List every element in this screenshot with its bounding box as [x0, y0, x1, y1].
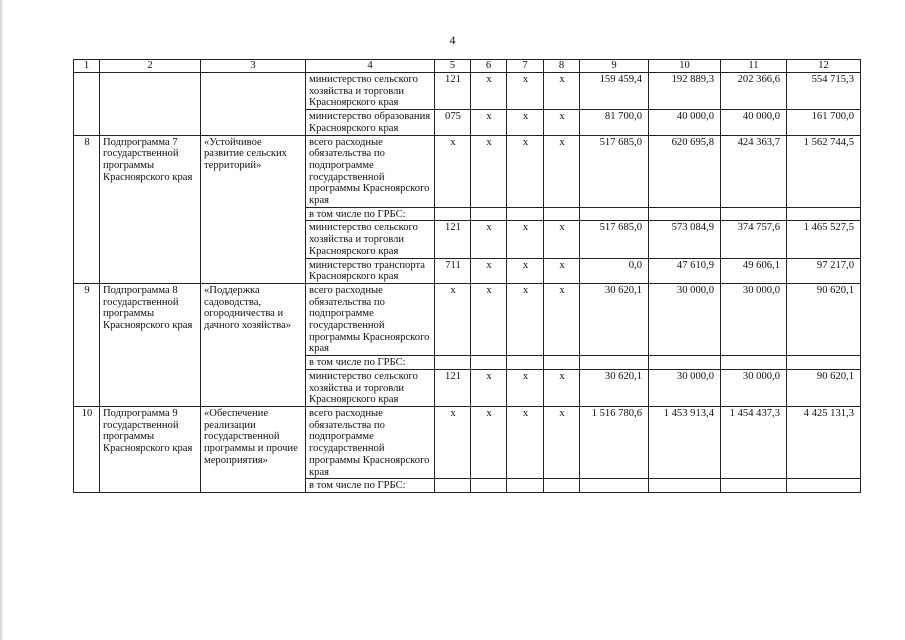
table-row: [74, 406, 861, 478]
grbs-code-cell: 121: [435, 369, 471, 406]
scan-edge: [0, 0, 3, 640]
code-cell: х: [544, 221, 580, 258]
amount-cell: 1 562 744,5: [787, 135, 861, 207]
amount-cell: 159 459,4: [580, 73, 649, 110]
code-cell: х: [471, 283, 507, 355]
amount-cell: 47 610,9: [649, 258, 721, 283]
code-cell: [471, 479, 507, 493]
code-cell: х: [544, 73, 580, 110]
code-cell: [471, 207, 507, 221]
amount-cell: 40 000,0: [721, 110, 787, 135]
column-number-row: [74, 60, 861, 73]
column-header: 9: [580, 60, 649, 73]
amount-cell: 1 454 437,3: [721, 406, 787, 478]
code-cell: х: [471, 221, 507, 258]
code-cell: [544, 207, 580, 221]
grbs-cell: в том числе по ГРБС:: [306, 207, 435, 221]
amount-cell: [787, 479, 861, 493]
amount-cell: 81 700,0: [580, 110, 649, 135]
code-cell: [544, 356, 580, 370]
table-row: [74, 135, 861, 207]
amount-cell: 30 000,0: [721, 369, 787, 406]
grbs-code-cell: [435, 207, 471, 221]
code-cell: [507, 356, 544, 370]
grbs-code-cell: 121: [435, 73, 471, 110]
table-row: [74, 73, 861, 110]
amount-cell: 161 700,0: [787, 110, 861, 135]
row-number-cell: 8: [74, 135, 100, 283]
amount-cell: 554 715,3: [787, 73, 861, 110]
column-header: 2: [100, 60, 201, 73]
program-name-cell: «Обеспечение реализации государственной программы и прочие мероприятия»: [201, 406, 306, 492]
program-name-cell: [201, 73, 306, 136]
grbs-cell: министерство сельского хозяйства и торговли Красноярского края: [306, 73, 435, 110]
amount-cell: 1 516 780,6: [580, 406, 649, 478]
amount-cell: 30 620,1: [580, 283, 649, 355]
amount-cell: 573 084,9: [649, 221, 721, 258]
amount-cell: 202 366,6: [721, 73, 787, 110]
amount-cell: 30 620,1: [580, 369, 649, 406]
amount-cell: 97 217,0: [787, 258, 861, 283]
code-cell: [471, 356, 507, 370]
amount-cell: 4 425 131,3: [787, 406, 861, 478]
code-cell: х: [507, 369, 544, 406]
amount-cell: 30 000,0: [649, 283, 721, 355]
status-cell: Подпрограмма 7 государственной программы Красноярского края: [100, 135, 201, 283]
grbs-cell: министерство сельского хозяйства и торговли Красноярского края: [306, 221, 435, 258]
grbs-cell: в том числе по ГРБС:: [306, 479, 435, 493]
page-number: 4: [449, 33, 456, 47]
code-cell: х: [544, 283, 580, 355]
code-cell: х: [471, 135, 507, 207]
row-number-cell: 9: [74, 283, 100, 406]
amount-cell: [649, 356, 721, 370]
grbs-cell: в том числе по ГРБС:: [306, 356, 435, 370]
amount-cell: 192 889,3: [649, 73, 721, 110]
grbs-cell: министерство транспорта Красноярского края: [306, 258, 435, 283]
code-cell: х: [507, 110, 544, 135]
grbs-cell: всего расходные обязательства по подпрограмме государственной программы Красноярского края: [306, 135, 435, 207]
code-cell: х: [471, 258, 507, 283]
amount-cell: [580, 207, 649, 221]
grbs-code-cell: х: [435, 283, 471, 355]
code-cell: х: [544, 406, 580, 478]
amount-cell: [649, 479, 721, 493]
code-cell: х: [471, 73, 507, 110]
amount-cell: [580, 356, 649, 370]
grbs-code-cell: 711: [435, 258, 471, 283]
code-cell: х: [507, 258, 544, 283]
amount-cell: 90 620,1: [787, 369, 861, 406]
code-cell: х: [544, 258, 580, 283]
program-name-cell: «Устойчивое развитие сельских территорий»: [201, 135, 306, 283]
budget-table: [73, 59, 861, 493]
code-cell: х: [507, 73, 544, 110]
code-cell: х: [544, 110, 580, 135]
code-cell: х: [471, 406, 507, 478]
grbs-code-cell: [435, 479, 471, 493]
amount-cell: 620 695,8: [649, 135, 721, 207]
code-cell: х: [544, 135, 580, 207]
column-header: 1: [74, 60, 100, 73]
code-cell: х: [471, 369, 507, 406]
amount-cell: [787, 356, 861, 370]
column-header: 12: [787, 60, 861, 73]
amount-cell: 49 606,1: [721, 258, 787, 283]
amount-cell: [721, 479, 787, 493]
grbs-cell: всего расходные обязательства по подпрограмме государственной программы Красноярского края: [306, 283, 435, 355]
code-cell: [507, 479, 544, 493]
row-number-cell: 10: [74, 406, 100, 492]
grbs-code-cell: х: [435, 406, 471, 478]
amount-cell: [580, 479, 649, 493]
code-cell: х: [471, 110, 507, 135]
amount-cell: 1 465 527,5: [787, 221, 861, 258]
amount-cell: 374 757,6: [721, 221, 787, 258]
column-header: 3: [201, 60, 306, 73]
grbs-code-cell: 075: [435, 110, 471, 135]
amount-cell: 0,0: [580, 258, 649, 283]
amount-cell: 30 000,0: [649, 369, 721, 406]
status-cell: [100, 73, 201, 136]
column-header: 7: [507, 60, 544, 73]
code-cell: х: [507, 221, 544, 258]
row-number-cell: [74, 73, 100, 136]
program-name-cell: «Поддержка садоводства, огородничества и дачного хозяйства»: [201, 283, 306, 406]
code-cell: [507, 207, 544, 221]
column-header: 4: [306, 60, 435, 73]
grbs-cell: министерство сельского хозяйства и торговли Красноярского края: [306, 369, 435, 406]
grbs-cell: всего расходные обязательства по подпрограмме государственной программы Красноярского края: [306, 406, 435, 478]
column-header: 11: [721, 60, 787, 73]
amount-cell: [721, 207, 787, 221]
table-body: [74, 60, 861, 493]
column-header: 5: [435, 60, 471, 73]
amount-cell: 517 685,0: [580, 221, 649, 258]
amount-cell: [721, 356, 787, 370]
table-row: [74, 283, 861, 355]
amount-cell: 40 000,0: [649, 110, 721, 135]
grbs-code-cell: х: [435, 135, 471, 207]
status-cell: Подпрограмма 9 государственной программы Красноярского края: [100, 406, 201, 492]
code-cell: х: [544, 369, 580, 406]
code-cell: [544, 479, 580, 493]
grbs-cell: министерство образования Красноярского края: [306, 110, 435, 135]
amount-cell: [649, 207, 721, 221]
code-cell: х: [507, 135, 544, 207]
amount-cell: 30 000,0: [721, 283, 787, 355]
grbs-code-cell: [435, 356, 471, 370]
amount-cell: [787, 207, 861, 221]
grbs-code-cell: 121: [435, 221, 471, 258]
column-header: 8: [544, 60, 580, 73]
column-header: 10: [649, 60, 721, 73]
amount-cell: 517 685,0: [580, 135, 649, 207]
status-cell: Подпрограмма 8 государственной программы Красноярского края: [100, 283, 201, 406]
column-header: 6: [471, 60, 507, 73]
code-cell: х: [507, 406, 544, 478]
amount-cell: 90 620,1: [787, 283, 861, 355]
amount-cell: 1 453 913,4: [649, 406, 721, 478]
code-cell: х: [507, 283, 544, 355]
amount-cell: 424 363,7: [721, 135, 787, 207]
